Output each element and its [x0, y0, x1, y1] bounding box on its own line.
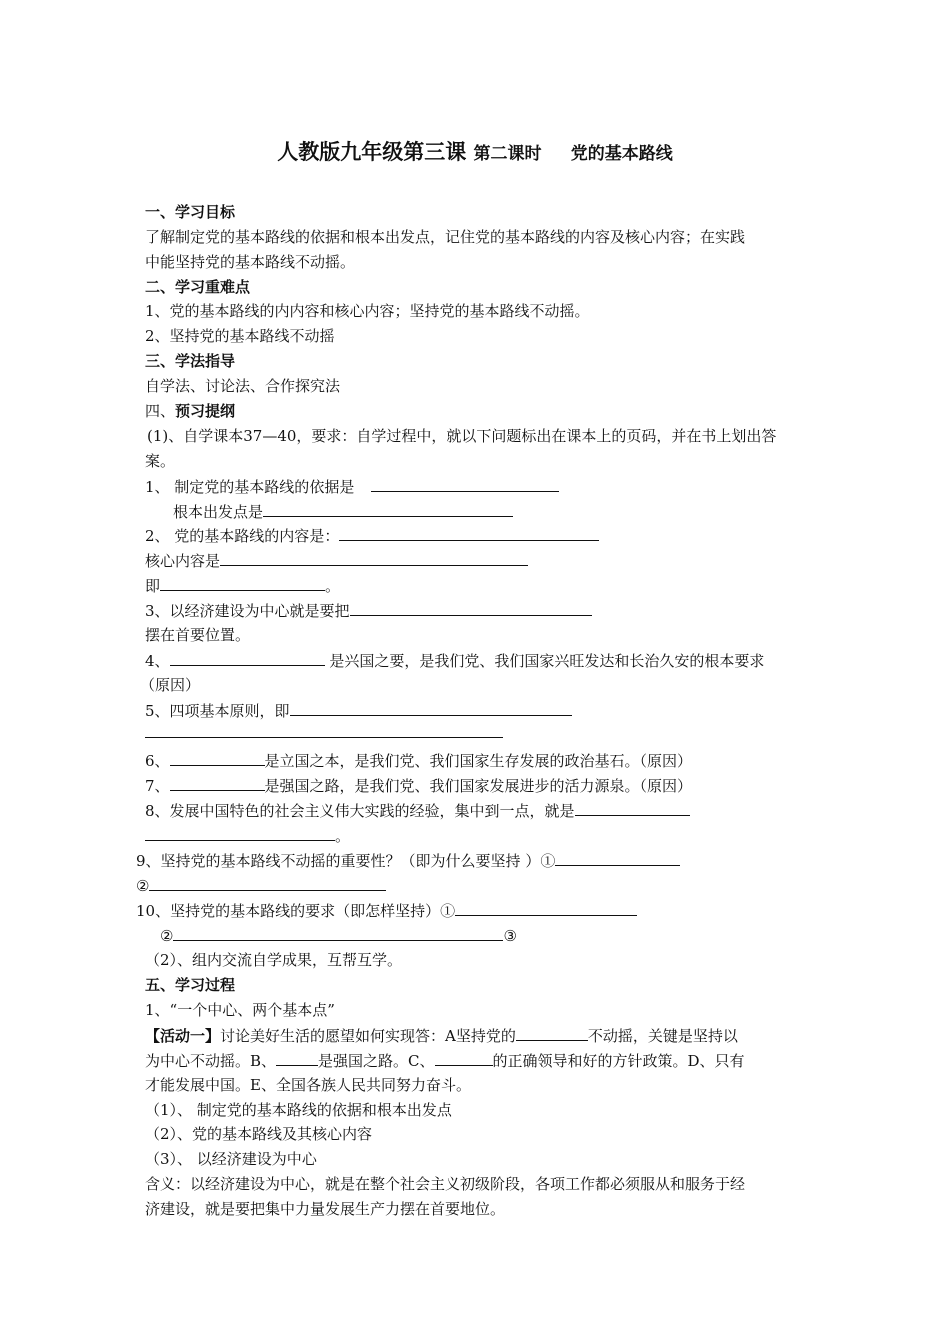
activity-1-text-b: 不动摇，关键是坚持以	[587, 1027, 738, 1045]
answer-blank-q3[interactable]	[350, 600, 592, 616]
process-sub-2: （2）、党的基本路线及其核心内容	[145, 1125, 373, 1143]
question-2-text: 2、 党的基本路线的内容是：	[145, 527, 340, 545]
question-5b	[145, 722, 503, 743]
answer-blank-q1b[interactable]	[263, 501, 513, 517]
question-4-reason: （原因）	[140, 676, 201, 694]
question-3b: 摆在首要位置。	[145, 626, 251, 644]
outline-heading: 预习提纲	[175, 402, 236, 420]
answer-blank-q2c[interactable]	[160, 575, 325, 591]
process-sub-3: （3）、 以经济建设为中心	[145, 1150, 317, 1168]
answer-blank-q5b[interactable]	[145, 722, 503, 738]
question-8b	[145, 825, 350, 846]
activity-1-text-a: 讨论美好生活的愿望如何实现答：A坚持党的	[220, 1027, 516, 1045]
outline-part-2: （2）、组内交流自学成果，互帮互学。	[145, 951, 403, 969]
question-6-text: 是立国之本，是我们党、我们国家生存发展的政治基石。（原因）	[264, 752, 693, 770]
question-6-number: 6、	[145, 752, 170, 770]
question-6	[145, 750, 692, 771]
activity-1-label: 【活动一】	[145, 1027, 221, 1045]
process-sub-1: （1）、 制定党的基本路线的依据和根本出发点	[145, 1101, 452, 1119]
question-9b	[136, 875, 386, 896]
question-7-text: 是强国之路，是我们党、我们国家发展进步的活力源泉。（原因）	[264, 777, 693, 795]
question-4-text: 是兴国之要，是我们党、我们国家兴旺发达和长治久安的根本要求	[329, 652, 765, 670]
goals-line-1: 了解制定党的基本路线的依据和根本出发点，记住党的基本路线的内容及核心内容；在实践	[145, 228, 746, 246]
question-4	[145, 650, 764, 671]
question-2b-text: 核心内容是	[145, 552, 221, 570]
activity-1-text-e: 的正确领导和好的方针政策。D、只有	[492, 1052, 745, 1070]
activity-1-text-c: 为中心不动摇。B、	[145, 1052, 277, 1070]
method-text: 自学法、讨论法、合作探究法	[145, 377, 341, 395]
answer-blank-q1a[interactable]	[371, 476, 559, 492]
question-2b	[145, 550, 528, 571]
answer-blank-q9a[interactable]	[555, 850, 680, 866]
question-2c-text: 即	[145, 577, 161, 595]
outline-intro-1: (1)、自学课本37—40，要求：自学过程中，就以下问题标出在课本上的页码，并在书上划出答	[147, 427, 777, 445]
question-2c	[145, 575, 340, 596]
answer-blank-q8b[interactable]	[145, 825, 335, 841]
answer-blank-q2b[interactable]	[220, 550, 528, 566]
outline-intro-2: 案。	[145, 452, 176, 470]
question-9b-text: ②	[136, 877, 150, 895]
answer-blank-act-b[interactable]	[276, 1050, 318, 1066]
answer-blank-q5[interactable]	[290, 700, 572, 716]
definition-line-1: 含义：以经济建设为中心，就是在整个社会主义初级阶段，各项工作都必须服从和服务于经	[145, 1175, 746, 1193]
question-10b-text: ②	[160, 927, 174, 945]
answer-blank-act-a[interactable]	[516, 1025, 588, 1041]
title-sub: 第二课时	[473, 144, 542, 164]
question-1b	[173, 501, 513, 522]
question-1-text: 1、 制定党的基本路线的依据是	[145, 478, 355, 496]
question-9-text: 9、坚持党的基本路线不动摇的重要性？（即为什么要坚持 ）①	[136, 852, 556, 870]
question-7	[145, 775, 692, 796]
question-2	[145, 525, 599, 546]
process-point-1: 1、“一个中心、两个基本点”	[145, 1001, 335, 1019]
question-4-number: 4、	[145, 652, 170, 670]
question-8-text: 8、发展中国特色的社会主义伟大实践的经验，集中到一点，就是	[145, 802, 575, 820]
question-7-number: 7、	[145, 777, 170, 795]
question-10	[136, 900, 637, 921]
question-1	[145, 476, 559, 497]
question-10b	[160, 925, 517, 946]
question-3-text: 3、以经济建设为中心就是要把	[145, 602, 350, 620]
answer-blank-q2[interactable]	[339, 525, 599, 541]
question-10-text: 10、坚持党的基本路线的要求（即怎样坚持）①	[136, 902, 456, 920]
question-9	[136, 850, 680, 871]
activity-1-text-d: 是强国之路。C、	[318, 1052, 435, 1070]
question-1b-text: 根本出发点是	[173, 503, 264, 521]
activity-1-line-1	[145, 1025, 738, 1046]
answer-blank-q10a[interactable]	[455, 900, 637, 916]
page-title	[0, 136, 950, 166]
outline-prefix: 四、	[145, 402, 176, 420]
question-8	[145, 800, 690, 821]
goals-line-2: 中能坚持党的基本路线不动摇。	[145, 253, 356, 271]
section-heading-method: 三、学法指导	[145, 352, 236, 370]
title-tail: 党的基本路线	[570, 144, 673, 164]
answer-blank-q8[interactable]	[575, 800, 690, 816]
section-heading-process: 五、学习过程	[145, 976, 236, 994]
answer-blank-q6[interactable]	[170, 750, 265, 766]
answer-blank-q9b[interactable]	[149, 875, 386, 891]
key-point-2: 2、坚持党的基本路线不动摇	[145, 327, 335, 345]
definition-line-2: 济建设，就是要把集中力量发展生产力摆在首要地位。	[145, 1200, 506, 1218]
question-8-end: 。	[335, 827, 351, 845]
section-heading-key-points: 二、学习重难点	[145, 278, 251, 296]
question-2c-end: 。	[325, 577, 341, 595]
question-5-text: 5、四项基本原则，即	[145, 702, 290, 720]
activity-1-line-2	[145, 1050, 745, 1071]
question-5	[145, 700, 572, 721]
question-10c-text: ③	[503, 927, 517, 945]
section-heading-outline	[145, 401, 235, 421]
answer-blank-q4[interactable]	[170, 650, 325, 666]
section-heading-goals: 一、学习目标	[145, 203, 236, 221]
title-main: 人教版九年级第三课	[277, 139, 467, 164]
answer-blank-q7[interactable]	[170, 775, 265, 791]
key-point-1: 1、党的基本路线的内内容和核心内容；坚持党的基本路线不动摇。	[145, 302, 590, 320]
answer-blank-q10b[interactable]	[173, 925, 503, 941]
question-3	[145, 600, 592, 621]
activity-1-line-3: 才能发展中国。E、全国各族人民共同努力奋斗。	[145, 1076, 471, 1094]
answer-blank-act-c[interactable]	[435, 1050, 493, 1066]
